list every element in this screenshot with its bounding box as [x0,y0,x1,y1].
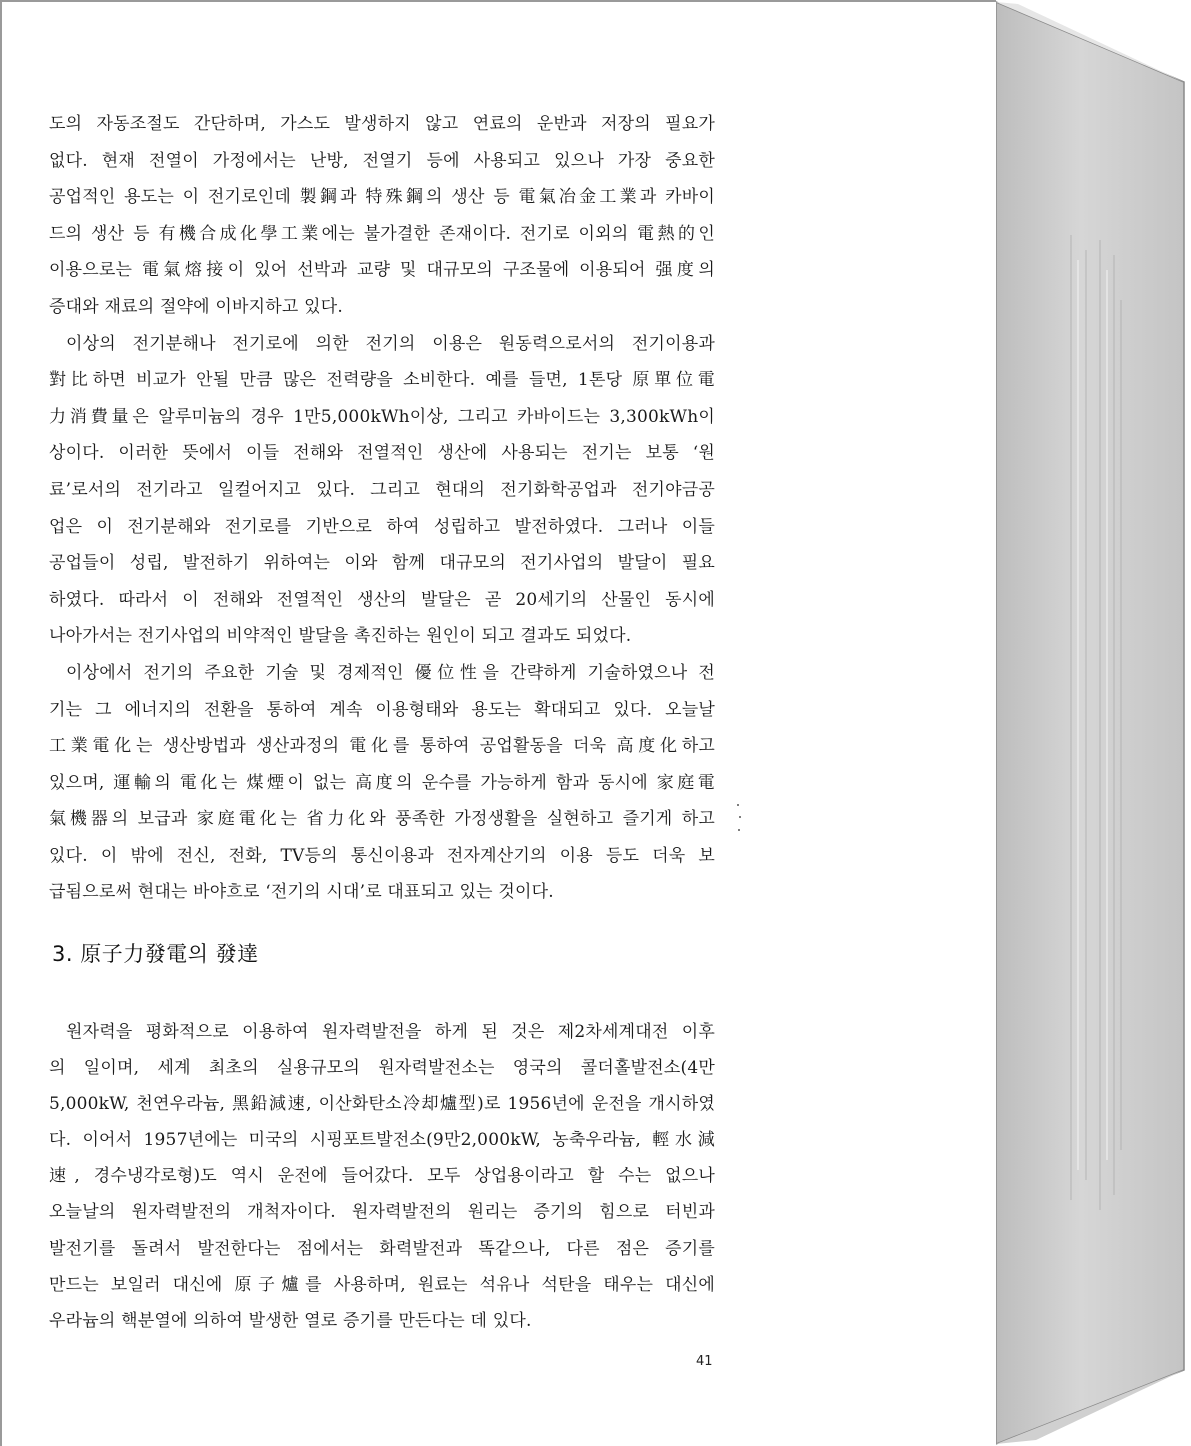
text-line: 공업적인 용도는 이 전기로인데 製鋼과 特殊鋼의 생산 등 電氣冶金工業과 카바이 [49,187,715,208]
text-line: 발전기를 돌려서 발전한다는 점에서는 화력발전과 똑같으나, 다른 점은 증기를 [49,1238,715,1259]
text-line: 이상의 전기분해나 전기로에 의한 전기의 이용은 원동력으로서의 전기이용과 [66,333,715,354]
text-line: 만드는 보일러 대신에 原子爐를 사용하며, 원료는 석유나 석탄을 태우는 대신에 [49,1274,715,1295]
text-line: 상이다. 이러한 뜻에서 이들 전해와 전열적인 생산에 사용되는 전기는 보통 ‘원 [49,443,715,464]
text-line: 드의 생산 등 有機合成化學工業에는 불가결한 존재이다. 전기로 이외의 電熱的인 [49,223,715,244]
book-page-stack-edge [996,0,1191,1446]
scan-speck [737,804,739,806]
text-line: 없다. 현재 전열이 가정에서는 난방, 전열기 등에 사용되고 있으나 가장 중요한 [49,150,715,171]
text-line: 기는 그 에너지의 전환을 통하여 계속 이용형태와 용도는 확대되고 있다. 오늘날 [49,699,715,720]
text-line: 工業電化는 생산방법과 생산과정의 電化를 통하여 공업활동을 더욱 高度化하고 [49,736,715,757]
page-stack-graphic [996,0,1191,1446]
text-line: 있으며, 運輸의 電化는 煤煙이 없는 高度의 운수를 가능하게 함과 동시에 家庭電 [49,772,715,793]
text-line: 5,000kW, 천연우라늄, 黑鉛減速, 이산화탄소冷却爐型)로 1956년에 운전을 개시하였 [49,1094,715,1115]
text-line: 우라늄의 핵분열에 의하여 발생한 열로 증기를 만든다는 데 있다. [49,1310,532,1331]
text-line: 오늘날의 원자력발전의 개척자이다. 원자력발전의 원리는 증기의 힘으로 터빈과 [49,1202,715,1223]
text-line: 증대와 재료의 절약에 이바지하고 있다. [49,296,343,317]
text-line: 이용으로는 電氣熔接이 있어 선박과 교량 및 대규모의 구조물에 이용되어 强度의 [49,260,715,281]
text-line: 對比하면 비교가 안될 만큼 많은 전력량을 소비한다. 예를 들면, 1톤당 原單位電 [49,370,715,391]
text-line: 의 일이며, 세계 최초의 실용규모의 원자력발전소는 영국의 콜더홀발전소(4만 [49,1058,715,1079]
page-number: 41 [696,1354,713,1369]
body-text-upper [49,106,715,911]
text-line: 力消費量은 알루미늄의 경우 1만5,000kWh이상, 그리고 카바이드는 3,300kWh이 [49,406,715,427]
text-line: 나아가서는 전기사업의 비약적인 발달을 촉진하는 원인이 되고 결과도 되었다. [49,626,632,647]
body-text-lower [49,1014,715,1339]
text-line: 공업들이 성립, 발전하기 위하여는 이와 함께 대규모의 전기사업의 발달이 필요 [49,553,715,574]
text-line: 이상에서 전기의 주요한 기술 및 경제적인 優位性을 간략하게 기술하였으나 전 [66,662,715,683]
text-line: 급됨으로써 현대는 바야흐로 ‘전기의 시대’로 대표되고 있는 것이다. [49,882,554,903]
text-line: 하였다. 따라서 이 전해와 전열적인 생산의 발달은 곧 20세기의 산물인 동시에 [49,589,715,610]
text-line: 있다. 이 밖에 전신, 전화, TV등의 통신이용과 전자계산기의 이용 등도 더욱 보 [49,845,715,866]
text-line: 도의 자동조절도 간단하며, 가스도 발생하지 않고 연료의 운반과 저장의 필요가 [49,114,715,134]
text-line: 업은 이 전기분해와 전기로를 기반으로 하여 성립하고 발전하였다. 그러나 이들 [49,516,715,537]
text-line: 다. 이어서 1957년에는 미국의 시핑포트발전소(9만2,000kW, 농축우라늄, 輕水減 [49,1130,715,1151]
scan-speck [739,816,741,818]
text-line: 速, 경수냉각로형)도 역시 운전에 들어갔다. 모두 상업용이라고 할 수는 없으나 [49,1166,715,1187]
section-heading: 3. 原子力發電의 發達 [52,942,259,966]
text-line: 원자력을 평화적으로 이용하여 원자력발전을 하게 된 것은 제2차세계대전 이후 [66,1022,715,1042]
text-line: 氣機器의 보급과 家庭電化는 省力化와 풍족한 가정생활을 실현하고 즐기게 하고 [49,809,715,830]
text-line: 료’로서의 전기라고 일컬어지고 있다. 그리고 현대의 전기화학공업과 전기야금공 [49,479,715,500]
scan-speck [738,829,740,831]
